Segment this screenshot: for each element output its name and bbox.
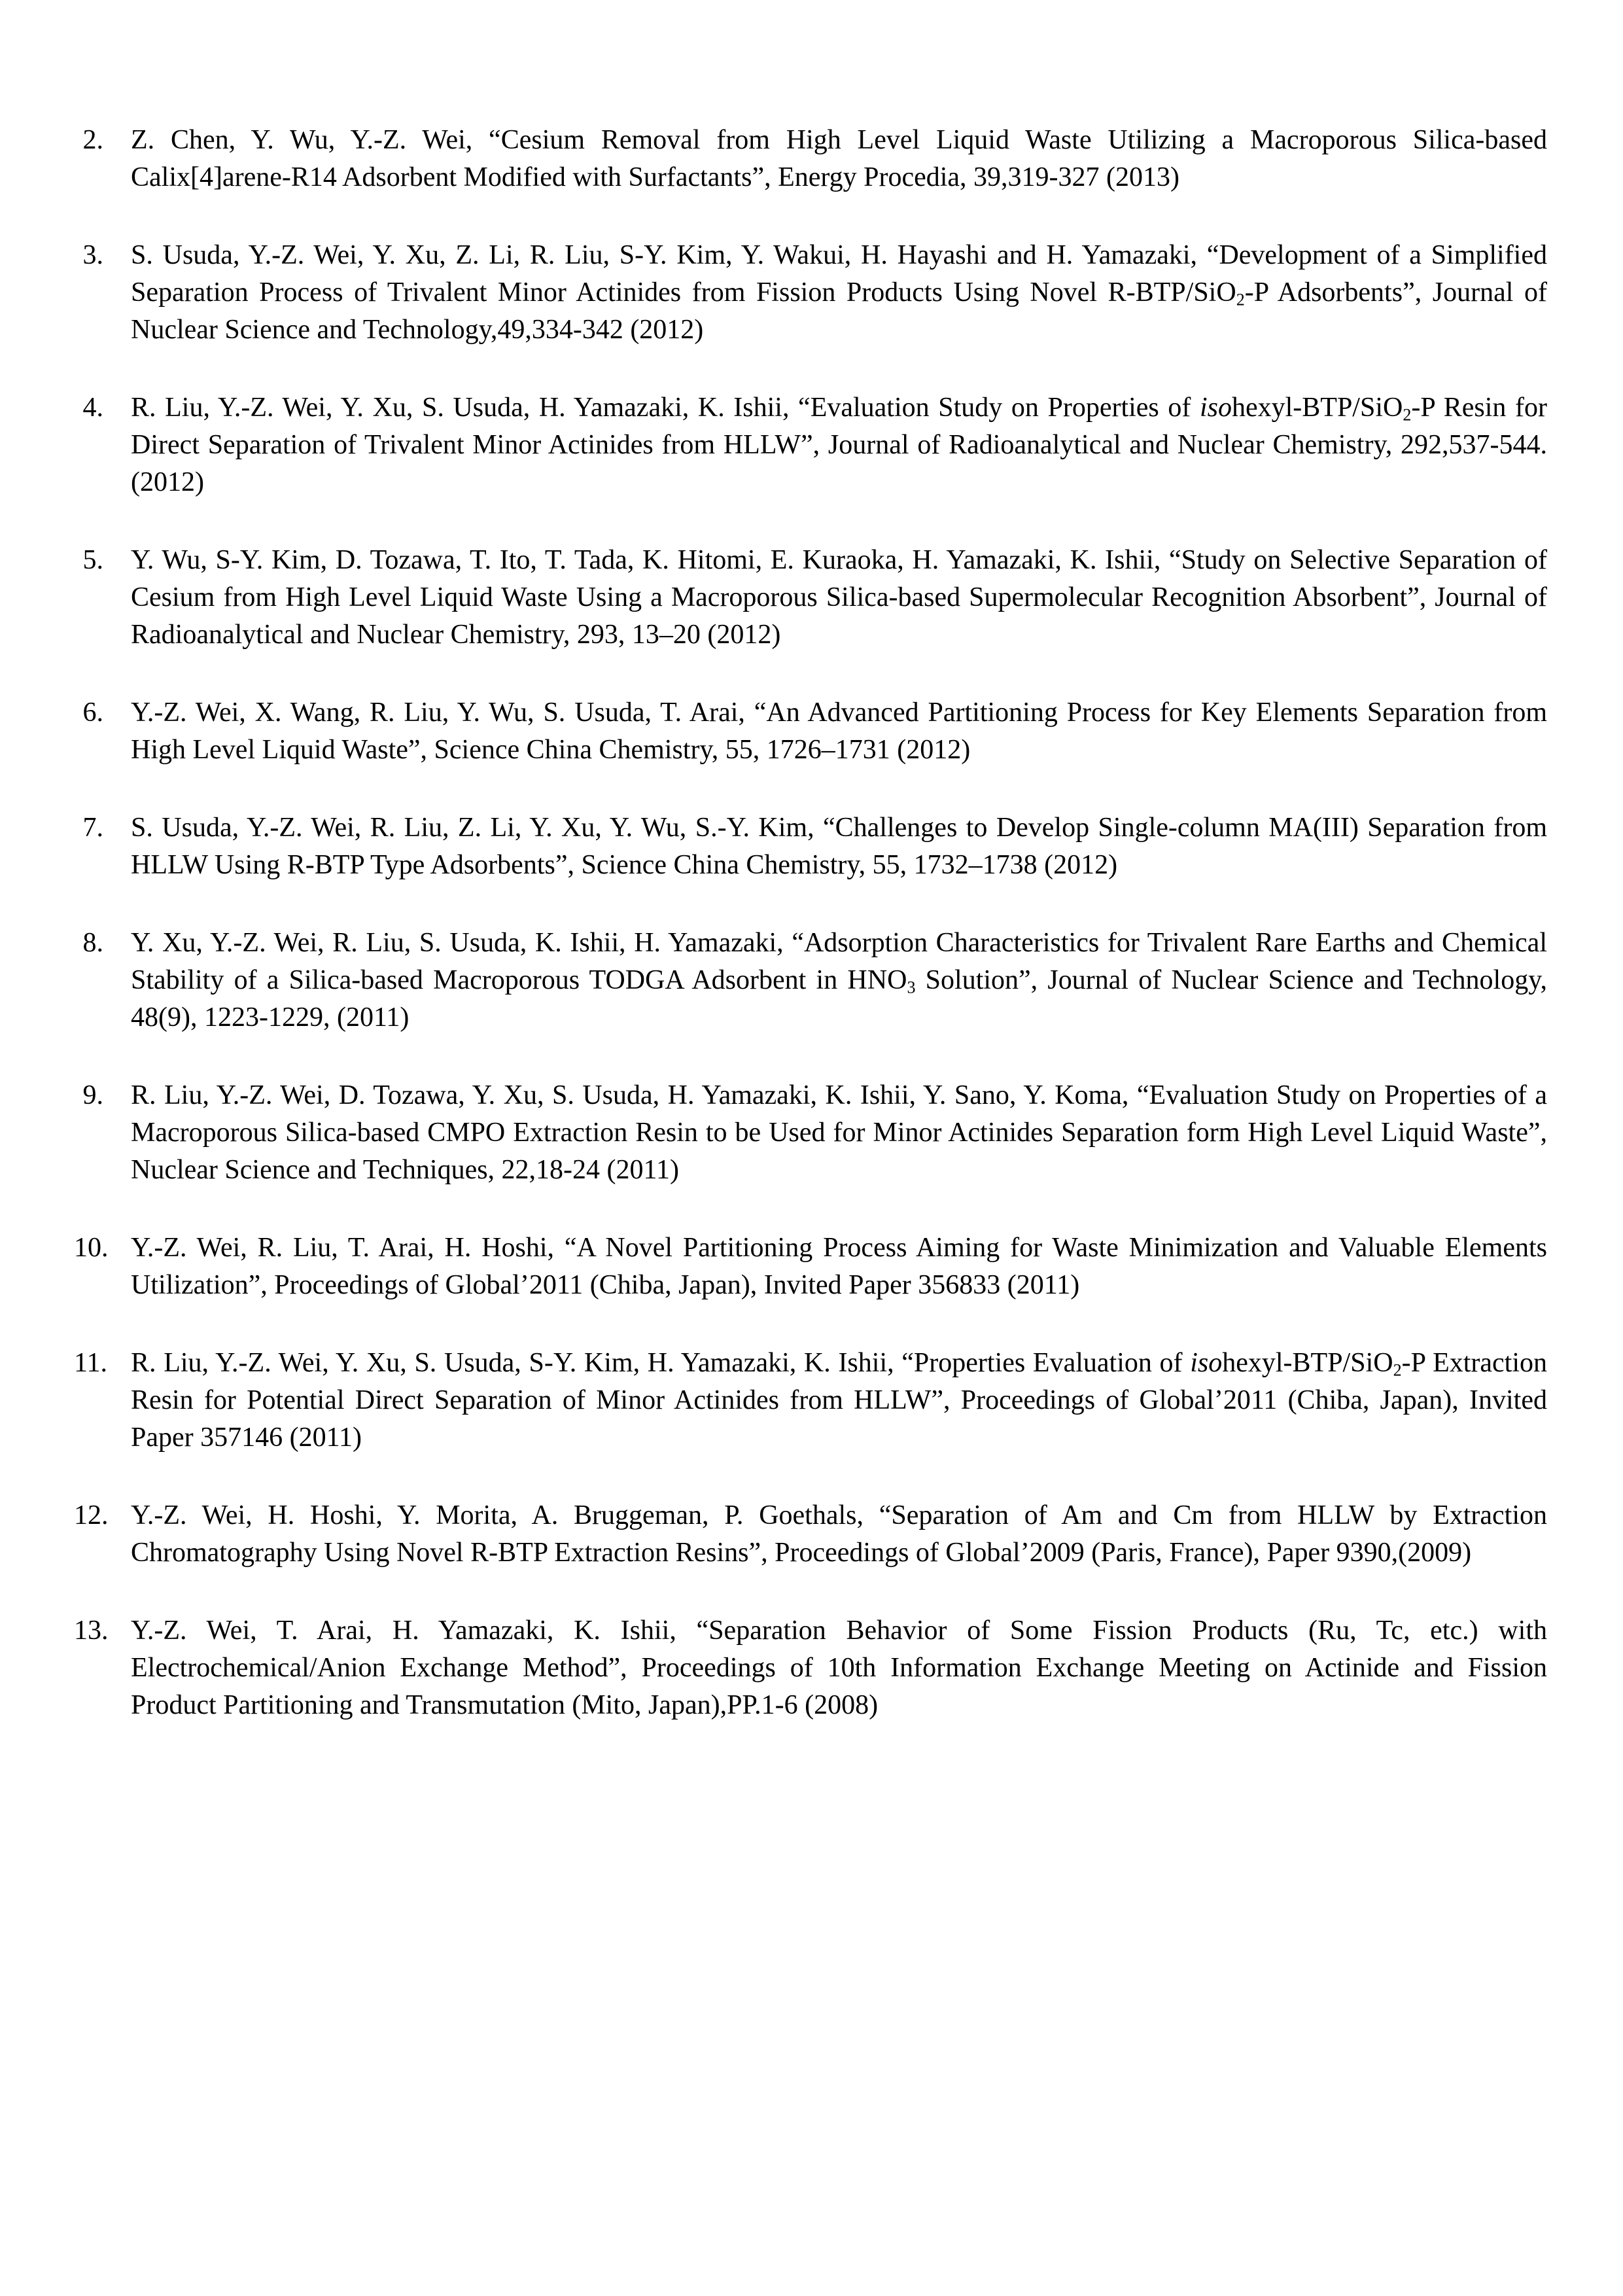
reference-list: [74, 122, 1547, 1724]
reference-item: [74, 809, 1547, 884]
reference-item: [74, 237, 1547, 349]
reference-number: 3.: [82, 240, 103, 270]
reference-text: [131, 122, 1547, 196]
reference-number: 6.: [82, 698, 103, 728]
plain-text: -P Extraction Resin for Potential Direct Separation of Minor Actinides from HLLW”, Proceedings of Global’2011 (Chiba, Japan), Invited Paper 357146 (2011): [131, 1348, 1548, 1453]
reference-text: [131, 694, 1547, 769]
reference-item: [74, 1345, 1547, 1457]
reference-item: [74, 1497, 1547, 1572]
reference-item: [74, 389, 1547, 501]
reference-item: [74, 925, 1547, 1036]
reference-text: [131, 1077, 1547, 1189]
italic-text: iso: [1190, 1348, 1223, 1378]
plain-text: Y. Wu, S-Y. Kim, D. Tozawa, T. Ito, T. Tada, K. Hitomi, E. Kuraoka, H. Yamazaki, K. Ishii, “Study on Selective Separation of Cesium from High Level Liquid Waste Using a Macroporous Silica-based Supermolecular Recognition Absorbent”, Journal of Radioanalytical and Nuclear Chemistry, 293, 13–20 (2012): [131, 545, 1547, 650]
plain-text: R. Liu, Y.-Z. Wei, D. Tozawa, Y. Xu, S. Usuda, H. Yamazaki, K. Ishii, Y. Sano, Y. Koma, “Evaluation Study on Properties of a Macroporous Silica-based CMPO Extraction Resin to be Used for Minor Actinides Separation form High Level Liquid Waste”, Nuclear Science and Techniques, 22,18-24 (2011): [131, 1080, 1547, 1185]
reference-text: [131, 925, 1547, 1036]
reference-number: 8.: [82, 928, 103, 958]
plain-text: Y.-Z. Wei, R. Liu, T. Arai, H. Hoshi, “A Novel Partitioning Process Aiming for Waste Minimization and Valuable Elements Utilization”, Proceedings of Global’2011 (Chiba, Japan), Invited Paper 356833 (2011): [131, 1233, 1547, 1300]
subscript-text: 2: [1393, 1360, 1402, 1380]
subscript-text: 3: [907, 978, 916, 997]
plain-text: Solution”, Journal of Nuclear Science and Technology, 48(9), 1223-1229, (2011): [131, 965, 1547, 1033]
reference-text: [131, 237, 1547, 349]
reference-number: 13.: [74, 1616, 109, 1646]
reference-text: [131, 542, 1547, 654]
plain-text: Y.-Z. Wei, T. Arai, H. Yamazaki, K. Ishii, “Separation Behavior of Some Fission Products (Ru, Tc, etc.) with Electrochemical/Anion Exchange Method”, Proceedings of 10th Information Exchange Meeting on Actinide and Fission Product Partitioning and Transmutation (Mito, Japan),PP.1-6 (2008): [131, 1616, 1547, 1720]
plain-text: Z. Chen, Y. Wu, Y.-Z. Wei, “Cesium Removal from High Level Liquid Waste Utilizing a Macroporous Silica-based Calix[4]arene-R14 Adsorbent Modified with Surfactants”, Energy Procedia, 39,319-327 (2013): [131, 125, 1547, 192]
reference-text: [131, 1612, 1547, 1724]
reference-text: [131, 1229, 1547, 1304]
plain-text: R. Liu, Y.-Z. Wei, Y. Xu, S. Usuda, H. Yamazaki, K. Ishii, “Evaluation Study on Properties of: [131, 393, 1200, 423]
reference-number: 5.: [82, 545, 103, 575]
plain-text: R. Liu, Y.-Z. Wei, Y. Xu, S. Usuda, S-Y. Kim, H. Yamazaki, K. Ishii, “Properties Evaluation of: [131, 1348, 1191, 1378]
plain-text: hexyl-BTP/SiO: [1231, 393, 1403, 423]
reference-item: [74, 694, 1547, 769]
reference-number: 11.: [74, 1348, 107, 1378]
reference-number: 12.: [74, 1500, 109, 1530]
reference-number: 9.: [82, 1080, 103, 1110]
reference-item: [74, 542, 1547, 654]
reference-number: 4.: [82, 393, 103, 423]
plain-text: hexyl-BTP/SiO: [1222, 1348, 1393, 1378]
reference-text: [131, 1497, 1547, 1572]
subscript-text: 2: [1403, 405, 1412, 425]
plain-text: Y.-Z. Wei, X. Wang, R. Liu, Y. Wu, S. Usuda, T. Arai, “An Advanced Partitioning Process for Key Elements Separation from High Level Liquid Waste”, Science China Chemistry, 55, 1726–1731 (2012): [131, 698, 1547, 765]
reference-item: [74, 122, 1547, 196]
plain-text: S. Usuda, Y.-Z. Wei, R. Liu, Z. Li, Y. Xu, Y. Wu, S.-Y. Kim, “Challenges to Develop Single-column MA(III) Separation from HLLW Using R-BTP Type Adsorbents”, Science China Chemistry, 55, 1732–1738 (2012): [131, 813, 1547, 880]
plain-text: -P Resin for Direct Separation of Trivalent Minor Actinides from HLLW”, Journal of Radioanalytical and Nuclear Chemistry, 292,537-544. (2012): [131, 393, 1547, 497]
plain-text: Y.-Z. Wei, H. Hoshi, Y. Morita, A. Bruggeman, P. Goethals, “Separation of Am and Cm from HLLW by Extraction Chromatography Using Novel R-BTP Extraction Resins”, Proceedings of Global’2009 (Paris, France), Paper 9390,(2009): [131, 1500, 1547, 1568]
reference-text: [131, 809, 1547, 884]
reference-item: [74, 1229, 1547, 1304]
reference-number: 10.: [74, 1233, 109, 1263]
plain-text: Y. Xu, Y.-Z. Wei, R. Liu, S. Usuda, K. Ishii, H. Yamazaki, “Adsorption Characteristics for Trivalent Rare Earths and Chemical Stability of a Silica-based Macroporous TODGA Adsorbent in HNO: [131, 928, 1547, 995]
reference-number: 2.: [82, 125, 103, 155]
reference-text: [131, 1345, 1547, 1457]
subscript-text: 2: [1236, 290, 1245, 309]
reference-text: [131, 389, 1547, 501]
reference-item: [74, 1612, 1547, 1724]
plain-text: S. Usuda, Y.-Z. Wei, Y. Xu, Z. Li, R. Liu, S-Y. Kim, Y. Wakui, H. Hayashi and H. Yamazaki, “Development of a Simplified Separation Process of Trivalent Minor Actinides from Fission Products Using Novel R-BTP/SiO: [131, 240, 1547, 308]
reference-number: 7.: [82, 813, 103, 843]
plain-text: -P Adsorbents”, Journal of Nuclear Science and Technology,49,334-342 (2012): [131, 277, 1547, 345]
reference-item: [74, 1077, 1547, 1189]
italic-text: iso: [1199, 393, 1232, 423]
